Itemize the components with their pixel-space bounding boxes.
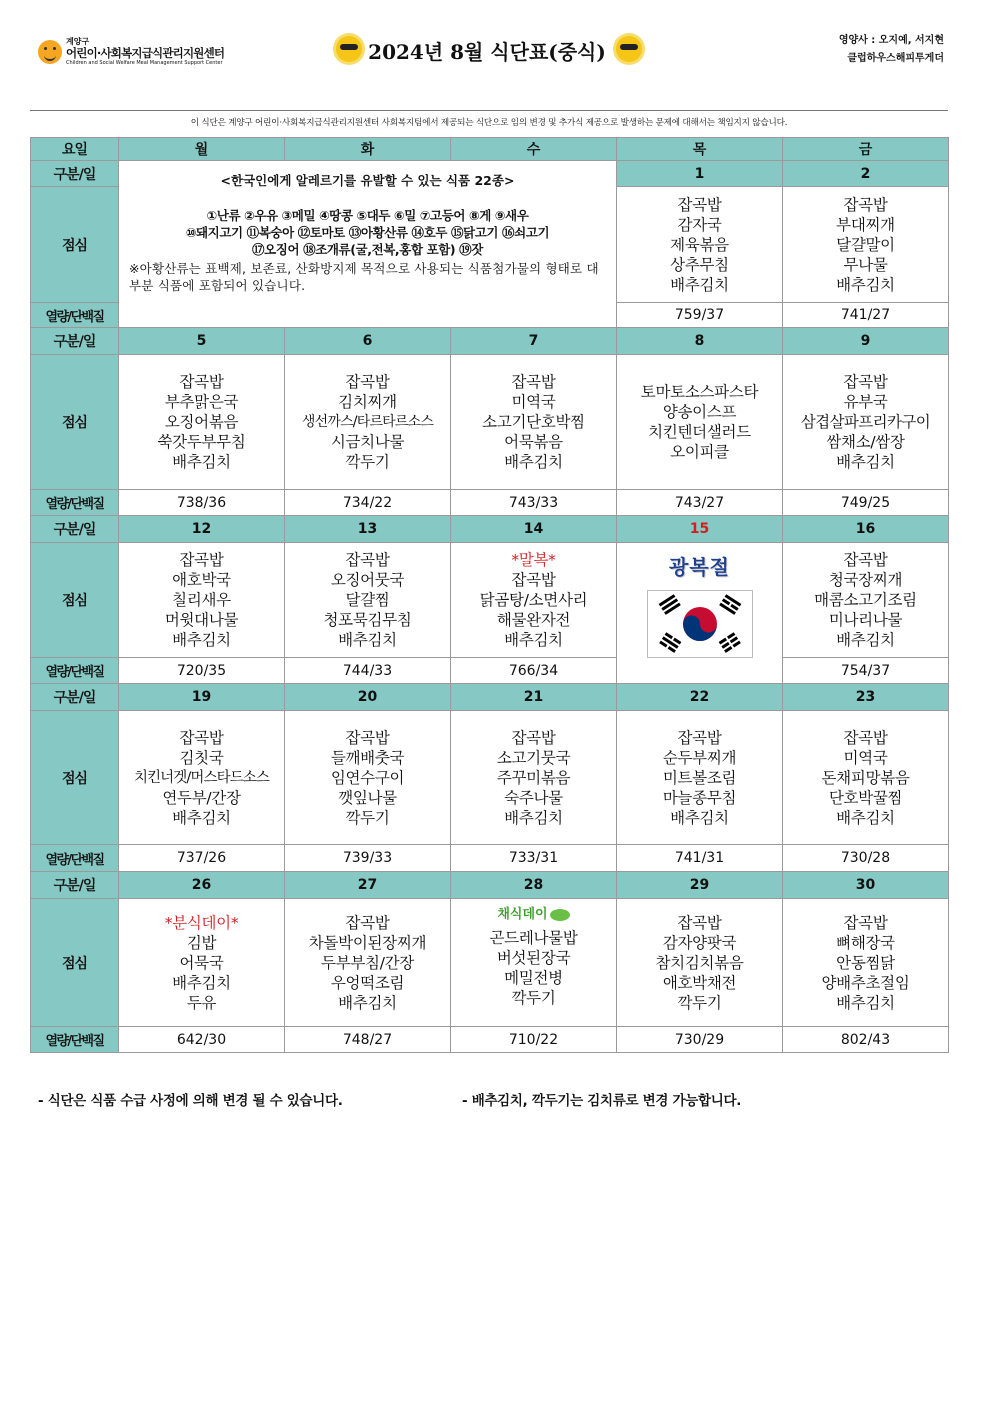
menu-item: 배추김치 <box>670 275 729 294</box>
day-number: 28 <box>451 872 617 899</box>
menu-cell <box>285 543 451 658</box>
lunch-label: 점심 <box>31 543 119 658</box>
menu-item: 깍두기 <box>345 453 390 471</box>
menu-item: 배추김치 <box>504 808 563 827</box>
menu-item: 칠리새우 <box>172 591 231 609</box>
header-divider <box>30 110 948 111</box>
menu-item: 배추김치 <box>172 973 231 992</box>
holiday-name: 광복절 <box>669 555 730 579</box>
kcal-row <box>31 490 949 516</box>
menu-item: 깍두기 <box>511 989 556 1007</box>
menu-item: 배추김치 <box>338 631 397 649</box>
menu-cell <box>285 355 451 490</box>
kcal-value: 766/34 <box>451 658 617 684</box>
day-number: 23 <box>783 684 949 711</box>
menu-cell <box>451 543 617 658</box>
menu-item: 청포묵김무침 <box>323 611 412 629</box>
allergy-note: ※아황산류는 표백제, 보존료, 산화방지제 목적으로 사용되는 식품첨가물의 형태로 대부분 식품에 포함되어 있습니다. <box>129 261 599 293</box>
day-number: 20 <box>285 684 451 711</box>
menu-cell <box>617 711 783 845</box>
kcal-label: 열량/단백질 <box>31 303 119 328</box>
menu-item: 깍두기 <box>677 993 722 1012</box>
menu-table <box>30 137 949 1053</box>
menu-item: 들깨배춧국 <box>330 748 405 767</box>
menu-item: 오이피클 <box>670 443 729 461</box>
day-number: 29 <box>617 872 783 899</box>
menu-item: 어묵볶음 <box>504 433 563 451</box>
menu-item: 감자양팟국 <box>662 933 737 952</box>
weekday-fri: 금 <box>783 138 949 161</box>
menu-item: 주꾸미볶음 <box>496 768 571 787</box>
menu-item: 잡곡밥 <box>843 551 888 569</box>
menu-item: 잡곡밥 <box>345 551 390 569</box>
menu-item: 잡곡밥 <box>843 373 888 391</box>
menu-item: 단호박꿀찜 <box>828 788 903 807</box>
menu-cell <box>285 899 451 1027</box>
kcal-value: 710/22 <box>451 1027 617 1053</box>
menu-item: 오징어볶음 <box>164 413 239 431</box>
lunch-row <box>31 711 949 845</box>
day-number: 6 <box>285 328 451 355</box>
menu-item: 생선까스/타르타르소스 <box>301 414 434 430</box>
date-row <box>31 161 949 187</box>
menu-item: 뼈해장국 <box>836 933 895 952</box>
kcal-value: 739/33 <box>285 845 451 872</box>
vegetarian-day-label: 채식데이 <box>497 907 548 922</box>
menu-item: 잡곡밥 <box>843 728 888 747</box>
lunch-label: 점심 <box>31 355 119 490</box>
allergy-list-line: ①난류 ②우유 ③메밀 ④땅콩 ⑤대두 ⑥밀 ⑦고등어 ⑧게 ⑨새우 <box>206 208 529 223</box>
day-number: 19 <box>119 684 285 711</box>
kcal-value: 730/29 <box>617 1027 783 1053</box>
menu-item: 배추김치 <box>836 275 895 294</box>
menu-item: 잡곡밥 <box>677 195 722 214</box>
kcal-row <box>31 1027 949 1053</box>
menu-item: 양송이스프 <box>662 403 737 421</box>
menu-item: 배추김치 <box>670 808 729 827</box>
lunch-label: 점심 <box>31 711 119 845</box>
menu-item: 두유 <box>186 993 217 1012</box>
menu-item: 숙주나물 <box>504 788 563 807</box>
menu-cell <box>285 711 451 845</box>
menu-cell <box>783 355 949 490</box>
menu-item: 상추무침 <box>670 255 729 274</box>
facility-name: 클럽하우스해피투게더 <box>847 53 944 64</box>
lunch-label: 점심 <box>31 899 119 1027</box>
menu-cell <box>617 899 783 1027</box>
kcal-label: 열량/단백질 <box>31 658 119 684</box>
menu-item: 마늘종무침 <box>662 788 737 807</box>
menu-item: 부대찌개 <box>836 215 895 234</box>
menu-item: 차돌박이된장찌개 <box>308 933 427 952</box>
nutritionist-names: 영양사 : 오지예, 서지현 <box>838 35 944 46</box>
speech-bubble-icon <box>550 909 570 921</box>
menu-item: 버섯된장국 <box>496 949 571 967</box>
lunch-label: 점심 <box>31 187 119 303</box>
menu-item: 잡곡밥 <box>179 373 224 391</box>
date-label: 구분/일 <box>31 516 119 543</box>
day-number: 8 <box>617 328 783 355</box>
menu-item: 닭곰탕/소면사리 <box>479 591 588 609</box>
menu-item: 잡곡밥 <box>179 728 224 747</box>
menu-item: 잡곡밥 <box>677 913 722 932</box>
lunch-row <box>31 543 949 658</box>
allergy-list-line: ⑩돼지고기 ⑪복숭아 ⑫토마토 ⑬아황산류 ⑭호두 ⑮닭고기 ⑯쇠고기 <box>185 225 550 240</box>
kcal-row <box>31 845 949 872</box>
kcal-value: 733/31 <box>451 845 617 872</box>
disclaimer-notice: 이 식단은 계양구 어린이·사회복지급식관리지원센터 사회복지팀에서 제공되는 식단으로 임의 변경 및 추가식 제공으로 발생하는 문제에 대해서는 책임지지 않습니다. <box>190 118 788 128</box>
menu-item: 배추김치 <box>172 808 231 827</box>
menu-item: 토마토소스파스타 <box>640 383 759 401</box>
holiday-cell <box>617 543 783 684</box>
kcal-value: 741/31 <box>617 845 783 872</box>
kcal-label: 열량/단백질 <box>31 1027 119 1053</box>
menu-item: 깍두기 <box>345 808 390 827</box>
footer-note: - 식단은 식품 수급 사정에 의해 변경 될 수 있습니다. <box>38 1093 343 1109</box>
menu-item: 김칫국 <box>179 748 224 767</box>
menu-item: 감자국 <box>677 215 722 234</box>
menu-item: 김밥 <box>186 933 217 952</box>
menu-item: 시금치나물 <box>330 433 405 451</box>
menu-item: 무나물 <box>843 255 888 274</box>
menu-cell <box>451 355 617 490</box>
day-number: 16 <box>783 516 949 543</box>
day-number: 12 <box>119 516 285 543</box>
menu-item: 소고기뭇국 <box>496 748 571 767</box>
menu-item: 배추김치 <box>836 453 895 471</box>
date-row <box>31 684 949 711</box>
menu-item: 배추김치 <box>338 993 397 1012</box>
day-number: 2 <box>783 161 949 187</box>
logo-org-english: Children and Social Welfare Meal Management Support Center <box>66 60 223 66</box>
date-label: 구분/일 <box>31 328 119 355</box>
menu-cell <box>783 543 949 658</box>
kcal-value: 642/30 <box>119 1027 285 1053</box>
kcal-value: 759/37 <box>617 303 783 328</box>
day-number: 30 <box>783 872 949 899</box>
menu-item: 안동찜닭 <box>836 953 895 972</box>
menu-item: 유부국 <box>843 393 888 411</box>
menu-cell <box>783 899 949 1027</box>
menu-item: 김치찌개 <box>338 393 397 411</box>
day-number: 14 <box>451 516 617 543</box>
allergy-notice <box>119 161 617 328</box>
menu-cell <box>119 899 285 1027</box>
menu-item: 깻잎나물 <box>338 788 397 807</box>
day-number: 26 <box>119 872 285 899</box>
menu-item: 순두부찌개 <box>662 748 737 767</box>
logo-org-name: 어린이·사회복지급식관리지원센터 <box>66 46 225 60</box>
day-number: 21 <box>451 684 617 711</box>
menu-item: 잡곡밥 <box>345 728 390 747</box>
menu-item: 연두부/간장 <box>162 788 241 807</box>
page-title: 2024년 8월 식단표(중식) <box>368 40 606 64</box>
menu-item: 잡곡밥 <box>843 913 888 932</box>
menu-item: 애호박국 <box>172 571 231 589</box>
menu-item: 돈채피망볶음 <box>821 768 910 787</box>
menu-item: 잡곡밥 <box>511 728 556 747</box>
korean-flag-icon <box>647 590 753 658</box>
weekday-row <box>31 138 949 161</box>
menu-cell <box>119 355 285 490</box>
day-number: 1 <box>617 161 783 187</box>
menu-item: 제육볶음 <box>670 235 729 254</box>
menu-item: 배추김치 <box>172 631 231 649</box>
kcal-value: 730/28 <box>783 845 949 872</box>
menu-item: 매콤소고기조림 <box>814 591 917 609</box>
menu-item: 메밀전병 <box>504 969 563 987</box>
day-number: 9 <box>783 328 949 355</box>
center-logo <box>38 36 228 72</box>
kcal-value: 743/33 <box>451 490 617 516</box>
allergy-list-line: ⑰오징어 ⑱조개류(굴,전복,홍합 포함) ⑲잣 <box>252 242 483 257</box>
menu-cell <box>451 711 617 845</box>
date-row <box>31 872 949 899</box>
special-day-label: *분식데이* <box>164 913 239 932</box>
kcal-value: 737/26 <box>119 845 285 872</box>
menu-item: 삼겹살파프리카구이 <box>800 413 931 431</box>
day-number: 13 <box>285 516 451 543</box>
special-day-label: *말복* <box>511 551 556 569</box>
kcal-label: 열량/단백질 <box>31 845 119 872</box>
menu-item: 미나리나물 <box>828 611 903 629</box>
lunch-row <box>31 355 949 490</box>
vegetarian-day-badge <box>497 903 569 922</box>
weekday-thu: 목 <box>617 138 783 161</box>
menu-item: 청국장찌개 <box>828 571 903 589</box>
menu-item: 미역국 <box>511 393 556 411</box>
kcal-value: 748/27 <box>285 1027 451 1053</box>
kcal-value: 754/37 <box>783 658 949 684</box>
menu-item: 잡곡밥 <box>511 373 556 391</box>
menu-item: 달걀말이 <box>836 235 895 254</box>
menu-item: 소고기단호박찜 <box>482 413 585 431</box>
kcal-label: 열량/단백질 <box>31 490 119 516</box>
footer-note: - 배추김치, 깍두기는 김치류로 변경 가능합니다. <box>462 1093 742 1109</box>
kcal-value: 802/43 <box>783 1027 949 1053</box>
kcal-value: 744/33 <box>285 658 451 684</box>
day-number: 5 <box>119 328 285 355</box>
day-number: 27 <box>285 872 451 899</box>
menu-item: 머윗대나물 <box>164 611 239 629</box>
menu-item: 부추맑은국 <box>164 393 239 411</box>
menu-item: 잡곡밥 <box>511 571 556 589</box>
smile-logo-icon <box>38 40 62 64</box>
menu-cell <box>119 711 285 845</box>
day-number: 7 <box>451 328 617 355</box>
menu-item: 미트볼조림 <box>662 768 737 787</box>
weekday-mon: 월 <box>119 138 285 161</box>
kcal-row <box>31 658 949 684</box>
menu-cell <box>119 543 285 658</box>
menu-cell <box>617 187 783 303</box>
kcal-value: 734/22 <box>285 490 451 516</box>
kcal-value: 738/36 <box>119 490 285 516</box>
menu-item: 잡곡밥 <box>179 551 224 569</box>
menu-item: 배추김치 <box>836 993 895 1012</box>
menu-item: 오징어뭇국 <box>330 571 405 589</box>
date-label: 구분/일 <box>31 872 119 899</box>
menu-item: 배추김치 <box>504 453 563 471</box>
menu-item: 잡곡밥 <box>843 195 888 214</box>
menu-item: 두부부침/간장 <box>321 953 414 972</box>
kcal-value: 743/27 <box>617 490 783 516</box>
logo-district: 계양구 <box>66 37 90 46</box>
menu-cell <box>783 711 949 845</box>
day-number: 22 <box>617 684 783 711</box>
menu-item: 잡곡밥 <box>677 728 722 747</box>
menu-cell <box>617 355 783 490</box>
menu-item: 달걀찜 <box>345 591 390 609</box>
allergy-title: <한국인에게 알레르기를 유발할 수 있는 식품 22종> <box>220 173 515 188</box>
menu-cell <box>783 187 949 303</box>
menu-item: 참치김치볶음 <box>655 953 744 972</box>
lunch-row <box>31 899 949 1027</box>
menu-item: 미역국 <box>843 748 888 767</box>
menu-item: 배추김치 <box>836 808 895 827</box>
date-row <box>31 516 949 543</box>
menu-item: 잡곡밥 <box>345 373 390 391</box>
date-row <box>31 328 949 355</box>
menu-item: 임연수구이 <box>330 768 405 787</box>
day-number-holiday: 15 <box>617 516 783 543</box>
menu-item: 해물완자전 <box>496 611 571 629</box>
menu-item: 우엉떡조림 <box>330 973 405 992</box>
weekday-label: 요일 <box>31 138 119 161</box>
menu-item: 양배추초절임 <box>821 973 910 992</box>
kcal-value: 749/25 <box>783 490 949 516</box>
menu-item: 배추김치 <box>836 631 895 649</box>
menu-item: 쑥갓두부무침 <box>157 433 246 451</box>
kcal-value: 741/27 <box>783 303 949 328</box>
menu-cell <box>451 899 617 1027</box>
kcal-value: 720/35 <box>119 658 285 684</box>
date-label: 구분/일 <box>31 161 119 187</box>
date-label: 구분/일 <box>31 684 119 711</box>
nutritionist-info <box>784 32 944 68</box>
menu-item: 배추김치 <box>172 453 231 471</box>
menu-item: 잡곡밥 <box>345 913 390 932</box>
weekday-wed: 수 <box>451 138 617 161</box>
menu-item: 쌈채소/쌈장 <box>826 433 905 451</box>
menu-item: 애호박채전 <box>662 973 737 992</box>
weekday-tue: 화 <box>285 138 451 161</box>
menu-item: 곤드레나물밥 <box>489 929 578 947</box>
menu-item: 치킨텐더샐러드 <box>648 423 751 441</box>
menu-item: 치킨너겟/머스타드소스 <box>133 769 270 786</box>
sun-sunglasses-icon <box>616 36 642 62</box>
menu-item: 어묵국 <box>179 953 224 972</box>
menu-item: 배추김치 <box>504 631 563 649</box>
page-header <box>30 26 948 74</box>
